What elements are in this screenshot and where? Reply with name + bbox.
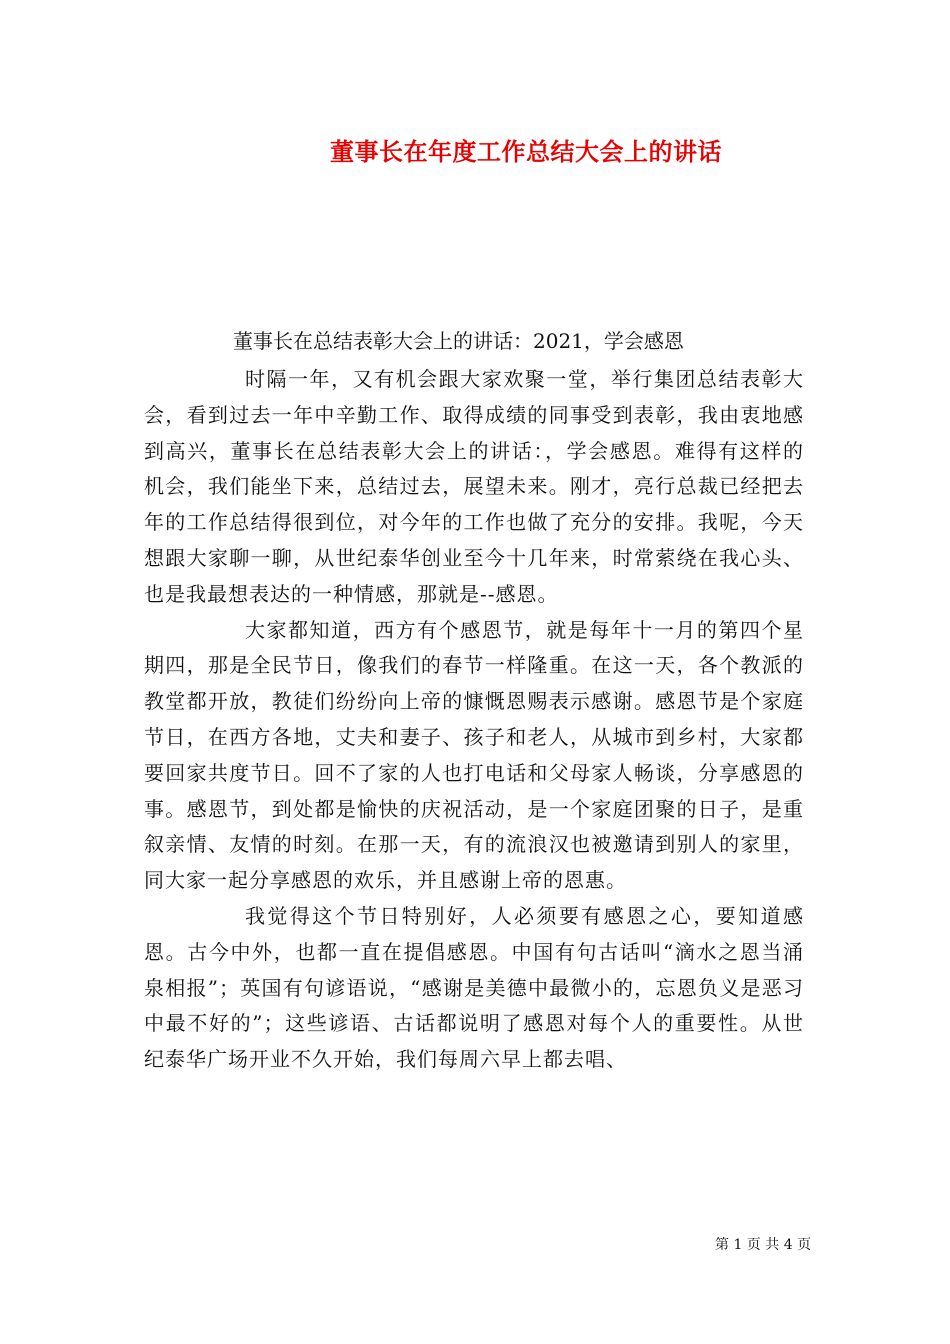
- page-number-footer: 第 1 页 共 4 页: [715, 1237, 812, 1253]
- document-subtitle: 董事长在总结表彰大会上的讲话：2021，学会感恩: [233, 329, 684, 353]
- document-body: [144, 362, 804, 1078]
- paragraph-2: 大家都知道，西方有个感恩节，就是每年十一月的第四个星期四，那是全民节日，像我们的春节一样隆重。在这一天，各个教派的教堂都开放，教徒们纷纷向上帝的慷慨恩赐表示感谢。感恩节是个家庭节日，在西方各地，丈夫和妻子、孩子和老人，从城市到乡村，大家都要回家共度节日。回不了家的人也打电话和父母家人畅谈，分享感恩的事。感恩节，到处都是愉快的庆祝活动，是一个家庭团聚的日子，是重叙亲情、友情的时刻。在那一天，有的流浪汉也被邀请到别人的家里，同大家一起分享感恩的欢乐，并且感谢上帝的恩惠。: [144, 617, 804, 893]
- paragraph-1: 时隔一年，又有机会跟大家欢聚一堂，举行集团总结表彰大会，看到过去一年中辛勤工作、取得成绩的同事受到表彰，我由衷地感到高兴，董事长在总结表彰大会上的讲话：，学会感恩。难得有这样的机会，我们能坐下来，总结过去，展望未来。刚才，亮行总裁已经把去年的工作总结得很到位，对今年的工作也做了充分的安排。我呢，今天想跟大家聊一聊，从世纪泰华创业至今十几年来，时常萦绕在我心头、也是我最想表达的一种情感，那就是--感恩。: [144, 367, 804, 606]
- paragraph-3: 我觉得这个节日特别好，人必须要有感恩之心，要知道感恩。古今中外，也都一直在提倡感恩。中国有句古话叫“滴水之恩当涌泉相报”；英国有句谚语说，“感谢是美德中最微小的，忘恩负义是恶习中最不好的”；这些谚语、古话都说明了感恩对每个人的重要性。从世纪泰华广场开业不久开始，我们每周六早上都去唱、: [144, 903, 804, 1072]
- document-title: 董事长在年度工作总结大会上的讲话: [330, 137, 722, 166]
